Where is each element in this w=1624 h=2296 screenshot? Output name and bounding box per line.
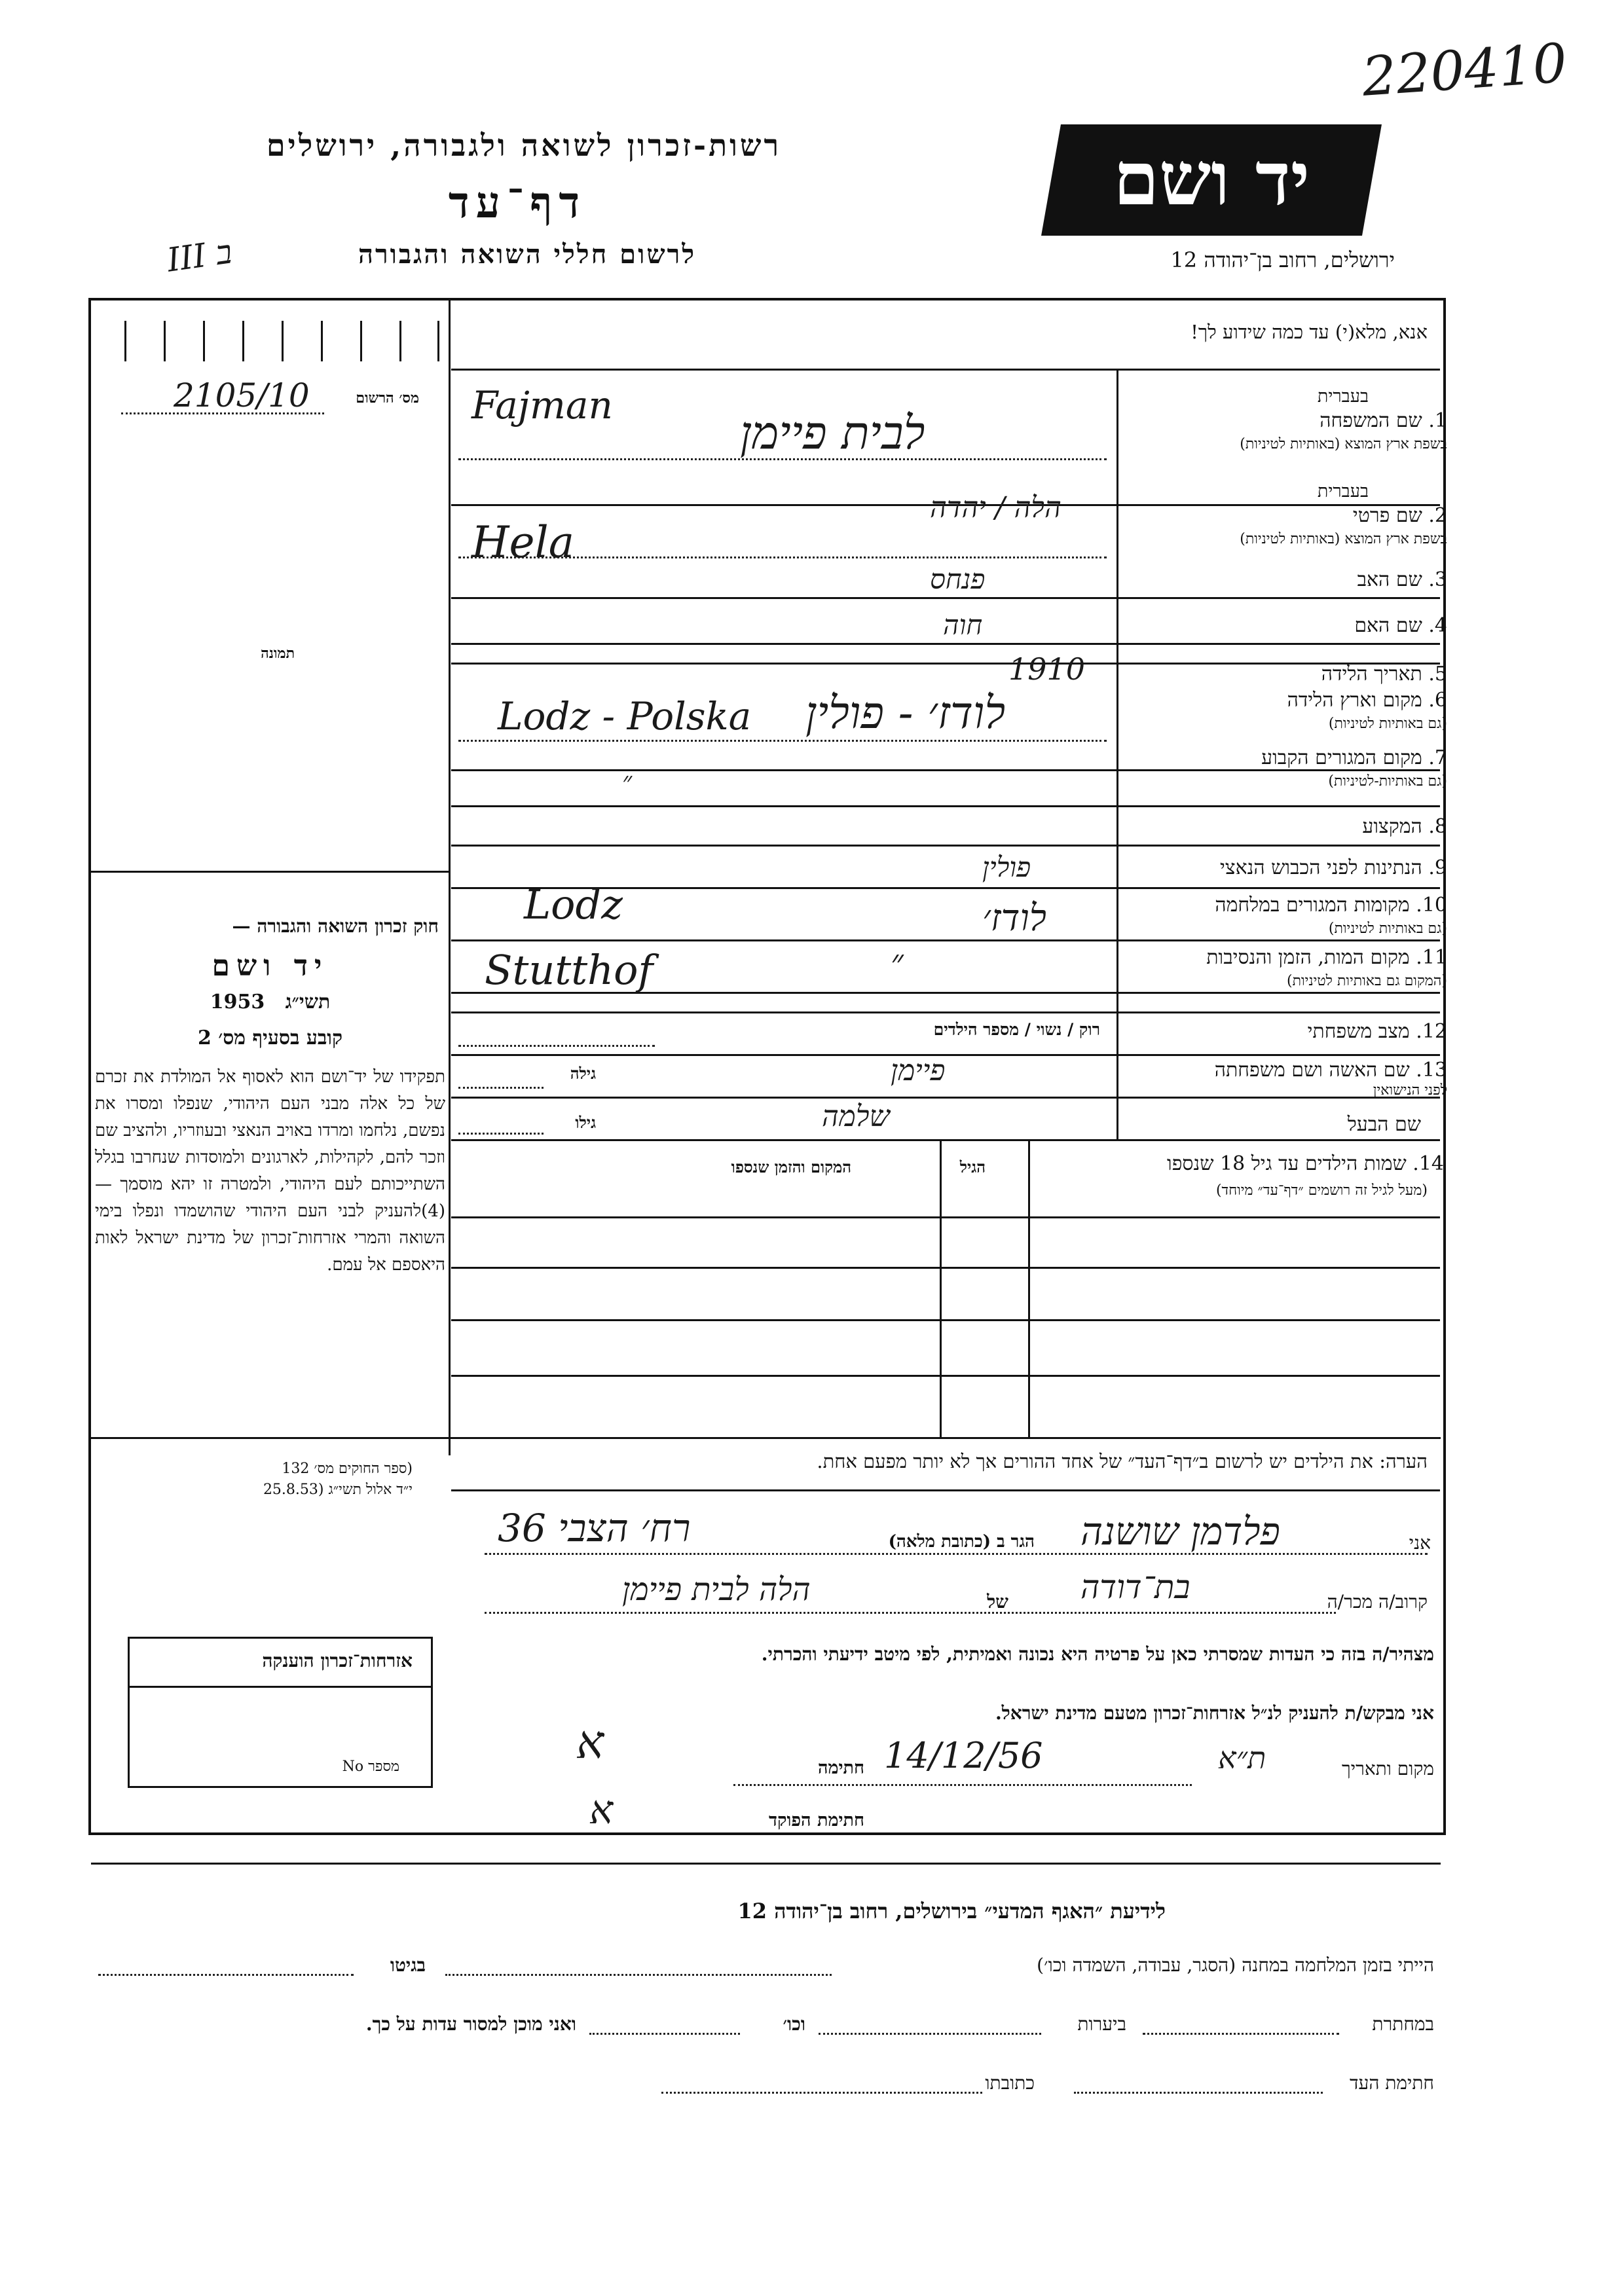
field-5-hw: 1910 [1008, 651, 1086, 687]
children-table-bottom [91, 1437, 1441, 1439]
archive-number: 220410 [1360, 32, 1569, 109]
field-4-label: 4. שם האם [1354, 614, 1447, 637]
field-12-label: 12. מצב משפחתי [1307, 1020, 1447, 1043]
bottom-strip-top [91, 1863, 1441, 1865]
field-3-hw-heb: פנחס [930, 563, 986, 595]
law-section: קובע בסעיף מס׳ 2 [197, 1027, 343, 1049]
law-text: תפקידו של יד־ושם הוא לאסוף אל המולדת את זכרם של כל אלה מבני העם היהודי, שנפלו ומסרו את נפשם, נלחמו ומרדו באויב הנאצי ובעוזריו, ולהציב שם וזכר להם, לקהילות, לארגונים ולמוסדות שנחרבו בגלל השתייכותם לעם היהודי, ולמטרה זו יהא מוסמך — (4)להעניק לבני העם היהודי שהושמדו ונפלו בימי השואה והמרי אזרחות־זכרון של מדינת ישראל לאות היאספם אל עמם. [95, 1067, 445, 1275]
place-value: ת״א [1218, 1740, 1266, 1776]
yad-vashem-logo: יד ושם [1041, 124, 1382, 236]
citizenship-box-no: No מספר [342, 1758, 399, 1775]
authority-line: רשות-זכרון לשואה ולגבורה, ירושלים [266, 128, 782, 163]
bottom-line3-b: כתובתו [985, 2072, 1035, 2094]
officer-label: חתימת הפוקד [769, 1810, 864, 1831]
field-10-hw-latin: Lodz [524, 881, 623, 928]
file-no-line [121, 412, 324, 414]
field-3-label: 3. שם האב [1357, 568, 1447, 591]
file-no-label: מס׳ הרשום [356, 390, 419, 407]
field-11-sub: (המקום גם באותיות לטיניות) [1287, 973, 1447, 989]
citizenship-box-title: אזרחות־זכרון הוענקה [262, 1650, 413, 1671]
field-1-sub: בשפת ארץ המוצא (באותיות לטיניות) [1240, 436, 1447, 452]
field-7-sub: (גם באותיות-לטיניות) [1328, 773, 1447, 790]
bottom-line2-c: וכו׳ [783, 2013, 805, 2035]
declaration-request: אני מבקש/ת להעניק לנ״ל אזרחות־זכרון מטעם מדינת ישראל. [995, 1702, 1434, 1724]
date-value: 14/12/56 [884, 1735, 1043, 1776]
field-11-hw: ״ [891, 943, 904, 982]
field-9-label: 9. הנתינות לפני הכבוש הנאצי [1220, 856, 1447, 879]
bottom-line2-b: ביערות [1077, 2013, 1126, 2035]
bottom-line2-a: במחתרת [1372, 2013, 1434, 2035]
field-11-hw-latin: Stutthof [485, 946, 654, 994]
form-subtitle: לרשום חללי השואה והגבורה [358, 239, 697, 270]
bottom-heading: לידיעת ״האגף המדעי״ בירושלים, רחוב בן־יהודה 12 [737, 1899, 1166, 1923]
declaration-note: הערה: את הילדים יש לרשום ב״דף־העד״ של אחד ההורים אך לא יותר מפעם אחת. [817, 1450, 1428, 1472]
field-6-hw-heb: לודז׳ - פולין [805, 687, 1006, 739]
top-row-line [451, 369, 1440, 371]
file-number-boxes [124, 321, 439, 361]
declaration-relation-label: קרוב/ה מכר/ה [1327, 1591, 1428, 1613]
field-5-label: 5. תאריך הלידה [1321, 663, 1447, 685]
field-10-hw-heb: לודז׳ [982, 897, 1046, 939]
declaration-statement: מצהיר/ה בזה כי העדות שמסרתי כאן על פרטיה היא נכונה ואמיתית, לפי מיטב ידיעתי והכרתי. [761, 1643, 1434, 1665]
declaration-residing: הגר ב (כתובת מלאה) [888, 1532, 1035, 1552]
signature-mark: ﬡ [576, 1715, 604, 1769]
field-6-label: 6. מקום וארץ הלידה [1287, 689, 1447, 712]
declaration-address: רח׳ הצבי 36 [498, 1506, 691, 1550]
field-7-label: 7. מקום המגורים הקבוע [1261, 746, 1447, 769]
left-column-divider [449, 298, 451, 1455]
photo-label: תמונה [261, 645, 295, 662]
fill-instruction: אנא, מלא(י) עד כמה שידוע לך! [1190, 321, 1428, 343]
file-no-value: 2105/10 [174, 376, 310, 414]
field-2-sub: בשפת ארץ המוצא (באותיות לטיניות) [1240, 531, 1447, 547]
field-10-label: 10. מקומות המגורים במלחמה [1215, 894, 1447, 917]
law-title: חוק זכרון השואה והגבורה — [232, 915, 439, 937]
field-8-label: 8. המקצוע [1362, 815, 1447, 838]
children-col-age: הגיל [959, 1157, 986, 1176]
form-title: דף־עד [448, 177, 587, 228]
bottom-line1-end: בגיטו [390, 1954, 426, 1976]
address: ירושלים, רחוב בן־יהודה 12 [1170, 247, 1395, 272]
photo-area-bottom [91, 871, 449, 873]
field-4-hw-heb: חוה [943, 609, 983, 641]
field-11-label: 11. מקום המות, הזמן והנסיבות [1206, 946, 1447, 969]
declaration-relation-value: בת־דודה [1080, 1568, 1190, 1606]
field-1-hw-latin: Fajman [471, 383, 613, 428]
field-6-hw-latin: Lodz - Polska [498, 694, 752, 738]
field-13-label: 13. שם האשה ושם משפחתה [1214, 1059, 1447, 1082]
declaration-of-label: של [987, 1591, 1008, 1613]
declaration-i-value: פלדמן שושנה [1080, 1509, 1280, 1554]
field-1-heb-tag: בעברית [1317, 386, 1369, 407]
husband-age-label: גילו [575, 1113, 596, 1132]
field-9-hw-heb: פולין [982, 851, 1031, 883]
field-2-hw-heb: הלה / יהדה [930, 491, 1061, 524]
bottom-line1: הייתי בזמן המלחמה במחנה (הסגר, עבודה, השמדה וכו׳) [1037, 1954, 1434, 1976]
officer-signature: ﬡ [589, 1787, 614, 1833]
field-13-sub: לפני הנישואין [1373, 1082, 1447, 1099]
field-13-age-label: גילה [570, 1064, 596, 1083]
husband-hw: שלמה [822, 1100, 890, 1133]
law-source-1: (ספר החוקים מס׳ 132 [282, 1461, 413, 1477]
place-date-label: מקום ותאריך [1341, 1758, 1434, 1779]
children-col-place: המקום והזמן שנספו [731, 1157, 851, 1176]
bottom-line2-end: ואני מוכן למסור עדות על כך. [365, 2013, 576, 2035]
field-7-hw: ״ [622, 767, 633, 797]
field-2-hw-latin: Hela [471, 517, 575, 568]
signature-label: חתימה [817, 1758, 864, 1778]
field-1-hw-heb: לבית פיימן [740, 406, 925, 460]
law-year: 1953 תשי״ג [210, 991, 331, 1013]
bottom-line3-a: חתימת העד [1350, 2072, 1434, 2094]
field-2-label: 2. שם פרטי [1352, 504, 1447, 527]
field-12-marital: רוק / נשוי / מספר הילדים [933, 1020, 1100, 1039]
husband-label: שם הבעל [1347, 1113, 1421, 1136]
children-subtitle: (מעל לגיל זה רושמים ״דף־עד״ מיוחד) [1215, 1182, 1428, 1199]
law-name: יד ושם [212, 949, 329, 983]
label-column-divider [1116, 370, 1118, 1139]
field-13-hw-heb: פיימן [891, 1054, 946, 1087]
law-source-2: י״ד אלול תשי״ג (25.8.53 [263, 1482, 413, 1498]
field-1-label: 1. שם המשפחה [1320, 409, 1447, 432]
margin-note: III ב [164, 232, 234, 280]
field-6-sub: (גם באותיות לטיניות) [1328, 716, 1447, 732]
field-2-heb-tag: בעברית [1317, 481, 1369, 501]
declaration-i-label: אני [1409, 1532, 1431, 1554]
declaration-of-value: הלה לבית פיימן [622, 1571, 811, 1608]
children-title: 14. שמות הילדים עד גיל 18 שנספו [1167, 1152, 1444, 1175]
field-10-sub: (גם באותיות לטיניות) [1328, 920, 1447, 937]
